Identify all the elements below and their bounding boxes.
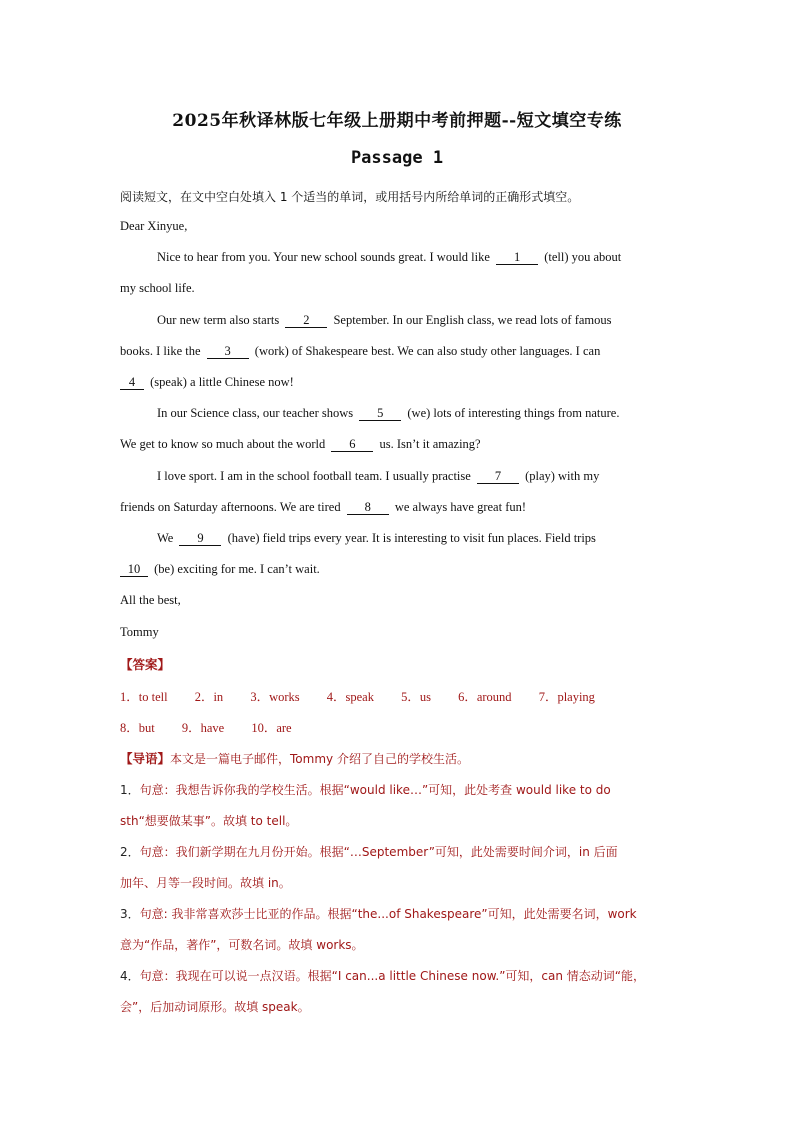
explanation-number: 2． <box>120 845 140 859</box>
passage-label: Passage 1 <box>350 148 444 168</box>
text-segment: September. In our English class, we read lots of famous <box>333 313 612 327</box>
blank-1: 1 <box>496 251 538 265</box>
text-segment: Our new term also starts <box>157 313 280 327</box>
blank-7: 7 <box>477 470 519 484</box>
answer-item: 6．around <box>458 690 512 704</box>
paragraph-4-line-1 <box>157 469 677 484</box>
answer-heading: 【答案】 <box>120 657 171 672</box>
text-segment: us. Isn’t it amazing? <box>379 437 481 451</box>
blank-6: 6 <box>331 438 373 452</box>
blank-2: 2 <box>285 314 327 328</box>
text-segment: (be) exciting for me. I can’t wait. <box>154 562 320 576</box>
explanation-4-line-2: 会”，后加动词原形。故填 speak。 <box>120 1000 310 1014</box>
guide-heading: 【导语】 <box>120 751 171 766</box>
blank-10: 10 <box>120 563 148 577</box>
text-segment: books. I like the <box>120 344 201 358</box>
explanation-number: 4． <box>120 969 140 983</box>
text-segment: (work) of Shakespeare best. We can also study other languages. I can <box>254 344 601 358</box>
text-segment: (tell) you about <box>544 250 622 264</box>
paragraph-2-line-3 <box>120 375 680 390</box>
answers-row-2 <box>120 718 680 736</box>
text-segment: In our Science class, our teacher shows <box>157 406 354 420</box>
answer-item: 7．playing <box>538 690 595 704</box>
explanation-number: 3． <box>120 907 140 921</box>
letter-signature: Tommy <box>120 625 159 639</box>
answer-item: 2．in <box>194 690 224 704</box>
answer-item: 3．works <box>250 690 300 704</box>
answer-item: 8．but <box>120 721 155 735</box>
text-segment: (have) field trips every year. It is interesting to visit fun places. Field trips <box>227 531 596 545</box>
paragraph-5-line-2 <box>120 562 680 577</box>
text-segment: We get to know so much about the world <box>120 437 326 451</box>
text-segment: we always have great fun! <box>394 500 527 514</box>
guide-line <box>120 749 680 767</box>
text-segment: (we) lots of interesting things from nature. <box>407 406 620 420</box>
blank-9: 9 <box>179 532 221 546</box>
paragraph-1-line-1 <box>157 250 677 265</box>
explanation-1-line-1 <box>120 781 680 798</box>
paragraph-3-line-2 <box>120 437 680 452</box>
explanation-text: 句意：我现在可以说一点汉语。根据“I can...a little Chinese now.”可知，can 情态动词“能， <box>139 969 646 983</box>
explanation-3-line-2: 意为“作品，著作”，可数名词。故填 works。 <box>120 938 364 952</box>
text-segment: friends on Saturday afternoons. We are tired <box>120 500 341 514</box>
answers-row-1 <box>120 687 680 705</box>
explanation-text: 句意：我想告诉你我的学校生活。根据“would like…”可知，此处考查 would like to do <box>139 783 611 797</box>
paragraph-5-line-1 <box>157 531 677 546</box>
explanation-2-line-2: 加年、月等一段时间。故填 in。 <box>120 876 291 890</box>
explanation-1-line-2: sth“想要做某事”。故填 to tell。 <box>120 814 298 828</box>
blank-5: 5 <box>359 407 401 421</box>
explanation-text: 句意：我们新学期在九月份开始。根据“…September”可知，此处需要时间介词，in 后面 <box>139 845 618 859</box>
answer-item: 10．are <box>251 721 292 735</box>
blank-4: 4 <box>120 376 144 390</box>
paragraph-3-line-1 <box>157 406 677 421</box>
guide-text: 本文是一篇电子邮件，Tommy 介绍了自己的学校生活。 <box>170 752 469 766</box>
answer-item: 1．to tell <box>120 690 168 704</box>
blank-8: 8 <box>347 501 389 515</box>
letter-greeting: Dear Xinyue, <box>120 219 188 233</box>
text-segment: (speak) a little Chinese now! <box>150 375 294 389</box>
blank-3: 3 <box>207 345 249 359</box>
answer-item: 5．us <box>401 690 431 704</box>
text-segment: (play) with my <box>525 469 600 483</box>
explanation-text: 句意: 我非常喜欢莎士比亚的作品。根据“the...of Shakespeare”可知，此处需要名词，work <box>139 907 637 921</box>
paragraph-2-line-2 <box>120 344 680 359</box>
answer-item: 9．have <box>181 721 225 735</box>
paragraph-2-line-1 <box>157 313 677 328</box>
text-segment: I love sport. I am in the school football team. I usually practise <box>157 469 471 483</box>
paragraph-4-line-2 <box>120 500 680 515</box>
document-title: 2025年秋译林版七年级上册期中考前押题--短文填空专练 <box>172 111 622 131</box>
explanation-3-line-1 <box>120 905 680 922</box>
letter-closing: All the best, <box>120 593 181 607</box>
explanation-4-line-1 <box>120 967 680 984</box>
explanation-number: 1． <box>120 783 140 797</box>
answer-item: 4．speak <box>326 690 374 704</box>
instruction-text: 阅读短文，在文中空白处填入 1 个适当的单词，或用括号内所给单词的正确形式填空。 <box>120 190 580 204</box>
text-segment: We <box>157 531 174 545</box>
explanation-2-line-1 <box>120 843 680 860</box>
paragraph-1-line-2: my school life. <box>120 281 195 295</box>
text-segment: Nice to hear from you. Your new school sounds great. I would like <box>157 250 490 264</box>
